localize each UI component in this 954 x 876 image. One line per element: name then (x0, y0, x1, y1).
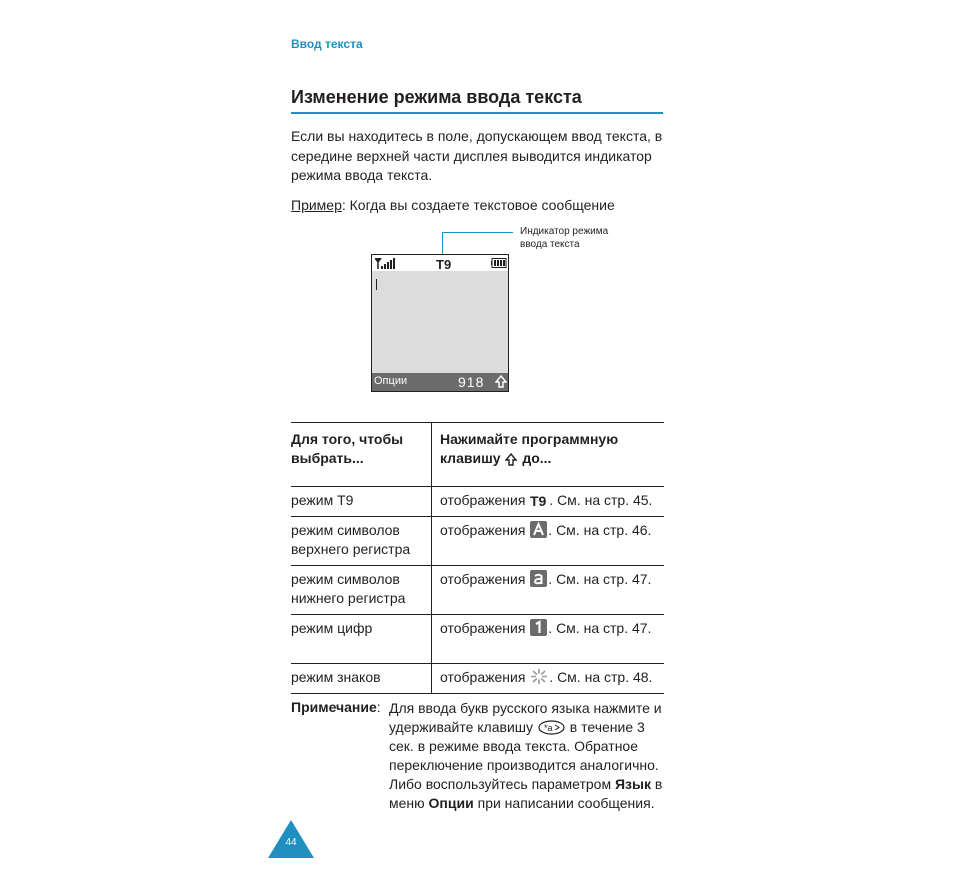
column-header-press (432, 423, 665, 487)
example-label: Пример (291, 197, 342, 213)
action-text: отображения (440, 620, 526, 636)
page-number: 44 (285, 837, 297, 848)
note-label (291, 699, 381, 715)
action-page-ref: . См. на стр. 47. (548, 571, 652, 587)
battery-icon (491, 258, 507, 268)
mode-action (432, 664, 665, 694)
note-text: в меню (389, 776, 663, 811)
action-page-ref: . См. на стр. 48. (549, 669, 653, 685)
mode-action (432, 615, 665, 664)
mode-name: режим символов верхнего регистра (291, 522, 411, 557)
star-key-icon (538, 720, 565, 735)
character-counter: 918 (458, 374, 485, 390)
table-row (291, 615, 664, 664)
mode-name: режим знаков (291, 669, 381, 685)
table-row (291, 566, 664, 615)
table-row (291, 517, 664, 566)
svg-text:T9: T9 (530, 493, 547, 508)
section-label: Ввод текста (291, 37, 363, 51)
table-header-row (291, 423, 664, 487)
intro-paragraph: Если вы находитесь в поле, допускающем ввод текста, в середине верхней части дисплея выводится индикатор режима ввода текста. (291, 128, 663, 183)
example-text: : Когда вы создаете текстовое сообщение (341, 197, 615, 213)
action-page-ref: . См. на стр. 47. (548, 620, 652, 636)
action-text: отображения (440, 669, 526, 685)
note-label-colon: : (376, 699, 381, 715)
note-label-text: Примечание (291, 699, 377, 715)
action-page-ref: . См. на стр. 46. (548, 522, 652, 538)
svg-text:T9: T9 (436, 257, 452, 270)
lowercase-a-icon (530, 570, 547, 587)
mode-name: режим символов нижнего регистра (291, 571, 406, 606)
note-body (389, 699, 669, 813)
shift-arrow-icon (495, 375, 507, 388)
soft-key-bar (372, 373, 508, 391)
shift-arrow-icon (505, 453, 517, 466)
action-text: отображения (440, 492, 526, 508)
action-text: отображения (440, 522, 526, 538)
t9-icon (530, 493, 548, 508)
symbol-star-icon (530, 668, 548, 685)
callout-label: Индикатор режима ввода текста (520, 226, 609, 250)
note-text: в течение 3 сек. в режиме ввода текста. Обратное переключение производится аналогично. Либо воспользуйтесь параметром (389, 719, 659, 792)
mode-action (432, 487, 665, 517)
t9-icon (436, 257, 452, 270)
note-text: Для ввода букв русского языка нажмите и удерживайте клавишу (389, 700, 662, 735)
column-header-select: Для того, чтобы выбрать... (291, 431, 404, 466)
column-header-press-tail: до... (522, 449, 552, 466)
signal-icon (375, 258, 397, 269)
column-header-press-text: Нажимайте программную клавишу (440, 431, 619, 466)
callout-leader-horizontal (442, 232, 513, 233)
table-row (291, 664, 664, 694)
action-text: отображения (440, 571, 526, 587)
mode-action (432, 517, 665, 566)
page-title: Изменение режима ввода текста (291, 86, 663, 114)
table-row (291, 487, 664, 517)
input-modes-table (291, 422, 664, 694)
text-cursor (376, 279, 377, 290)
mode-action (432, 566, 665, 615)
soft-key-options[interactable]: Опции (374, 375, 408, 387)
action-page-ref: . См. на стр. 45. (549, 492, 653, 508)
phone-screen (371, 254, 509, 392)
digit-1-icon (530, 619, 547, 636)
svg-text:*a: *a (543, 723, 553, 733)
example-line (291, 196, 671, 215)
mode-name: режим T9 (291, 492, 354, 508)
note-bold-options: Опции (428, 795, 474, 811)
mode-name: режим цифр (291, 620, 373, 636)
note-text: при написании сообщения. (477, 795, 655, 811)
uppercase-a-icon (530, 521, 547, 538)
status-bar (372, 255, 508, 271)
note-bold-language: Язык (614, 776, 651, 792)
